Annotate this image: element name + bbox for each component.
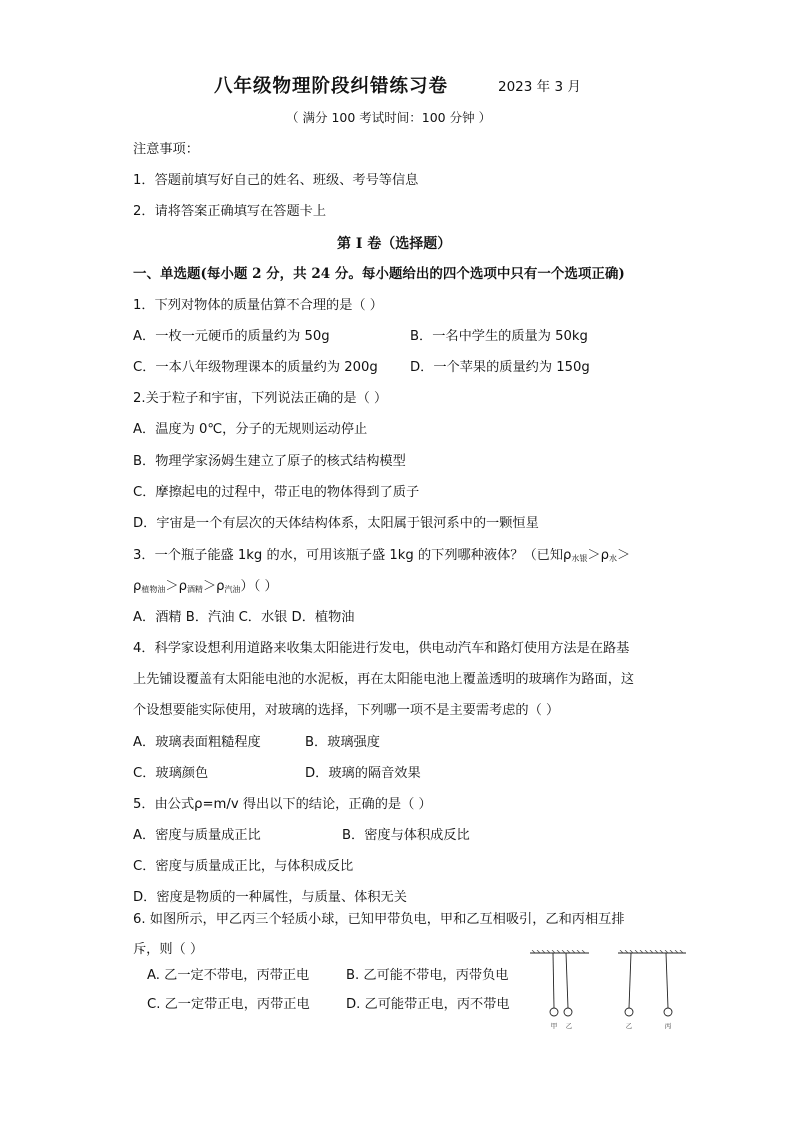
question-6-stem: 斥，则（ ） (133, 942, 204, 957)
question-2-stem: 2.关于粒子和宇宙，下列说法正确的是（ ） (133, 391, 388, 406)
string-yi-left (566, 953, 568, 1008)
question-1-option-a: A．一枚一元硬币的质量约为 50g (133, 329, 330, 344)
ball-jia (550, 1008, 558, 1016)
ceiling-left (530, 950, 589, 953)
label-yi: 乙 (565, 1022, 573, 1030)
note-item: 2．请将答案正确填写在答题卡上 (133, 204, 327, 219)
question-4-option-c: C．玻璃颜色 (133, 766, 209, 781)
question-6-stem: 6. 如图所示，甲乙丙三个轻质小球，已知甲带负电，甲和乙互相吸引，乙和丙相互排 (133, 912, 625, 927)
string-yi-right (629, 953, 631, 1008)
question-1-stem: 1．下列对物体的质量估算不合理的是（ ） (133, 298, 383, 313)
question-5-option-b: B．密度与体积成反比 (342, 828, 470, 843)
question-2-option-c: C．摩擦起电的过程中，带正电的物体得到了质子 (133, 485, 420, 500)
pendulum-figure (526, 950, 692, 1034)
question-4-stem: 上先铺设覆盖有太阳能电池的水泥板，再在太阳能电池上覆盖透明的玻璃作为路面，这 (133, 672, 635, 687)
question-4-option-b: B．玻璃强度 (305, 735, 380, 750)
question-1-option-c: C．一本八年级物理课本的质量约为 200g (133, 360, 378, 375)
ball-yi-left (564, 1008, 572, 1016)
exam-subtitle: （ 满分 100 考试时间：100 分钟 ） (286, 110, 492, 125)
string-jia (553, 953, 554, 1008)
note-item: 1．答题前填写好自己的姓名、班级、考号等信息 (133, 173, 419, 188)
question-2-option-b: B．物理学家汤姆生建立了原子的核式结构模型 (133, 454, 406, 469)
ceiling-right (618, 950, 686, 953)
question-5-option-c: C．密度与质量成正比，与体积成反比 (133, 859, 354, 874)
question-1-option-b: B．一名中学生的质量为 50kg (410, 329, 588, 344)
question-5-option-a: A．密度与质量成正比 (133, 828, 261, 843)
question-2-option-d: D．宇宙是一个有层次的天体结构体系，太阳属于银河系中的一颗恒星 (133, 516, 539, 531)
question-4-stem: 4．科学家设想利用道路来收集太阳能进行发电，供电动汽车和路灯使用方法是在路基 (133, 641, 630, 656)
question-5-option-d: D．密度是物质的一种属性，与质量、体积无关 (133, 890, 407, 905)
label-bing: 丙 (664, 1022, 672, 1030)
question-2-option-a: A．温度为 0℃，分子的无规则运动停止 (133, 422, 368, 437)
question-3-stem-cont: $\rho_{植物油}>\rho_{酒精}>\rho_{汽油}$）（ ） (133, 579, 278, 594)
question-6-option-d: D. 乙可能带正电，丙不带电 (346, 997, 510, 1012)
question-4-option-d: D．玻璃的隔音效果 (305, 766, 421, 781)
string-bing (666, 953, 668, 1008)
label-jia: 甲 (550, 1022, 558, 1030)
ball-bing (664, 1008, 672, 1016)
question-3-stem: 3．一个瓶子能盛 1kg 的水，可用该瓶子盛 1kg 的下列哪种液体？（已知$\rho_{水银}>\rho_水>$ (133, 548, 631, 563)
exam-date: 2023 年 3 月 (498, 79, 581, 95)
question-6-option-c: C. 乙一定带正电，丙带正电 (147, 997, 310, 1012)
page-title: 八年级物理阶段纠错练习卷 (214, 76, 449, 97)
question-3-options: A．酒精 B．汽油 C．水银 D．植物油 (133, 610, 355, 625)
question-4-option-a: A．玻璃表面粗糙程度 (133, 735, 261, 750)
question-5-stem: 5．由公式ρ=m/v 得出以下的结论，正确的是（ ） (133, 797, 432, 812)
question-6-option-b: B. 乙可能不带电，丙带负电 (346, 968, 509, 983)
section-title: 第 I 卷（选择题） (337, 236, 452, 252)
label-yi: 乙 (625, 1022, 633, 1030)
question-1-option-d: D．一个苹果的质量约为 150g (410, 360, 590, 375)
question-4-stem: 个设想要能实际使用，对玻璃的选择，下列哪一项不是主要需考虑的（ ） (133, 703, 560, 718)
part-title: 一、单选题(每小题 2 分，共 24 分。每小题给出的四个选项中只有一个选项正确) (133, 266, 625, 282)
ball-yi-right (625, 1008, 633, 1016)
notes-heading: 注意事项： (133, 142, 199, 157)
question-6-option-a: A. 乙一定不带电，丙带正电 (147, 968, 310, 983)
